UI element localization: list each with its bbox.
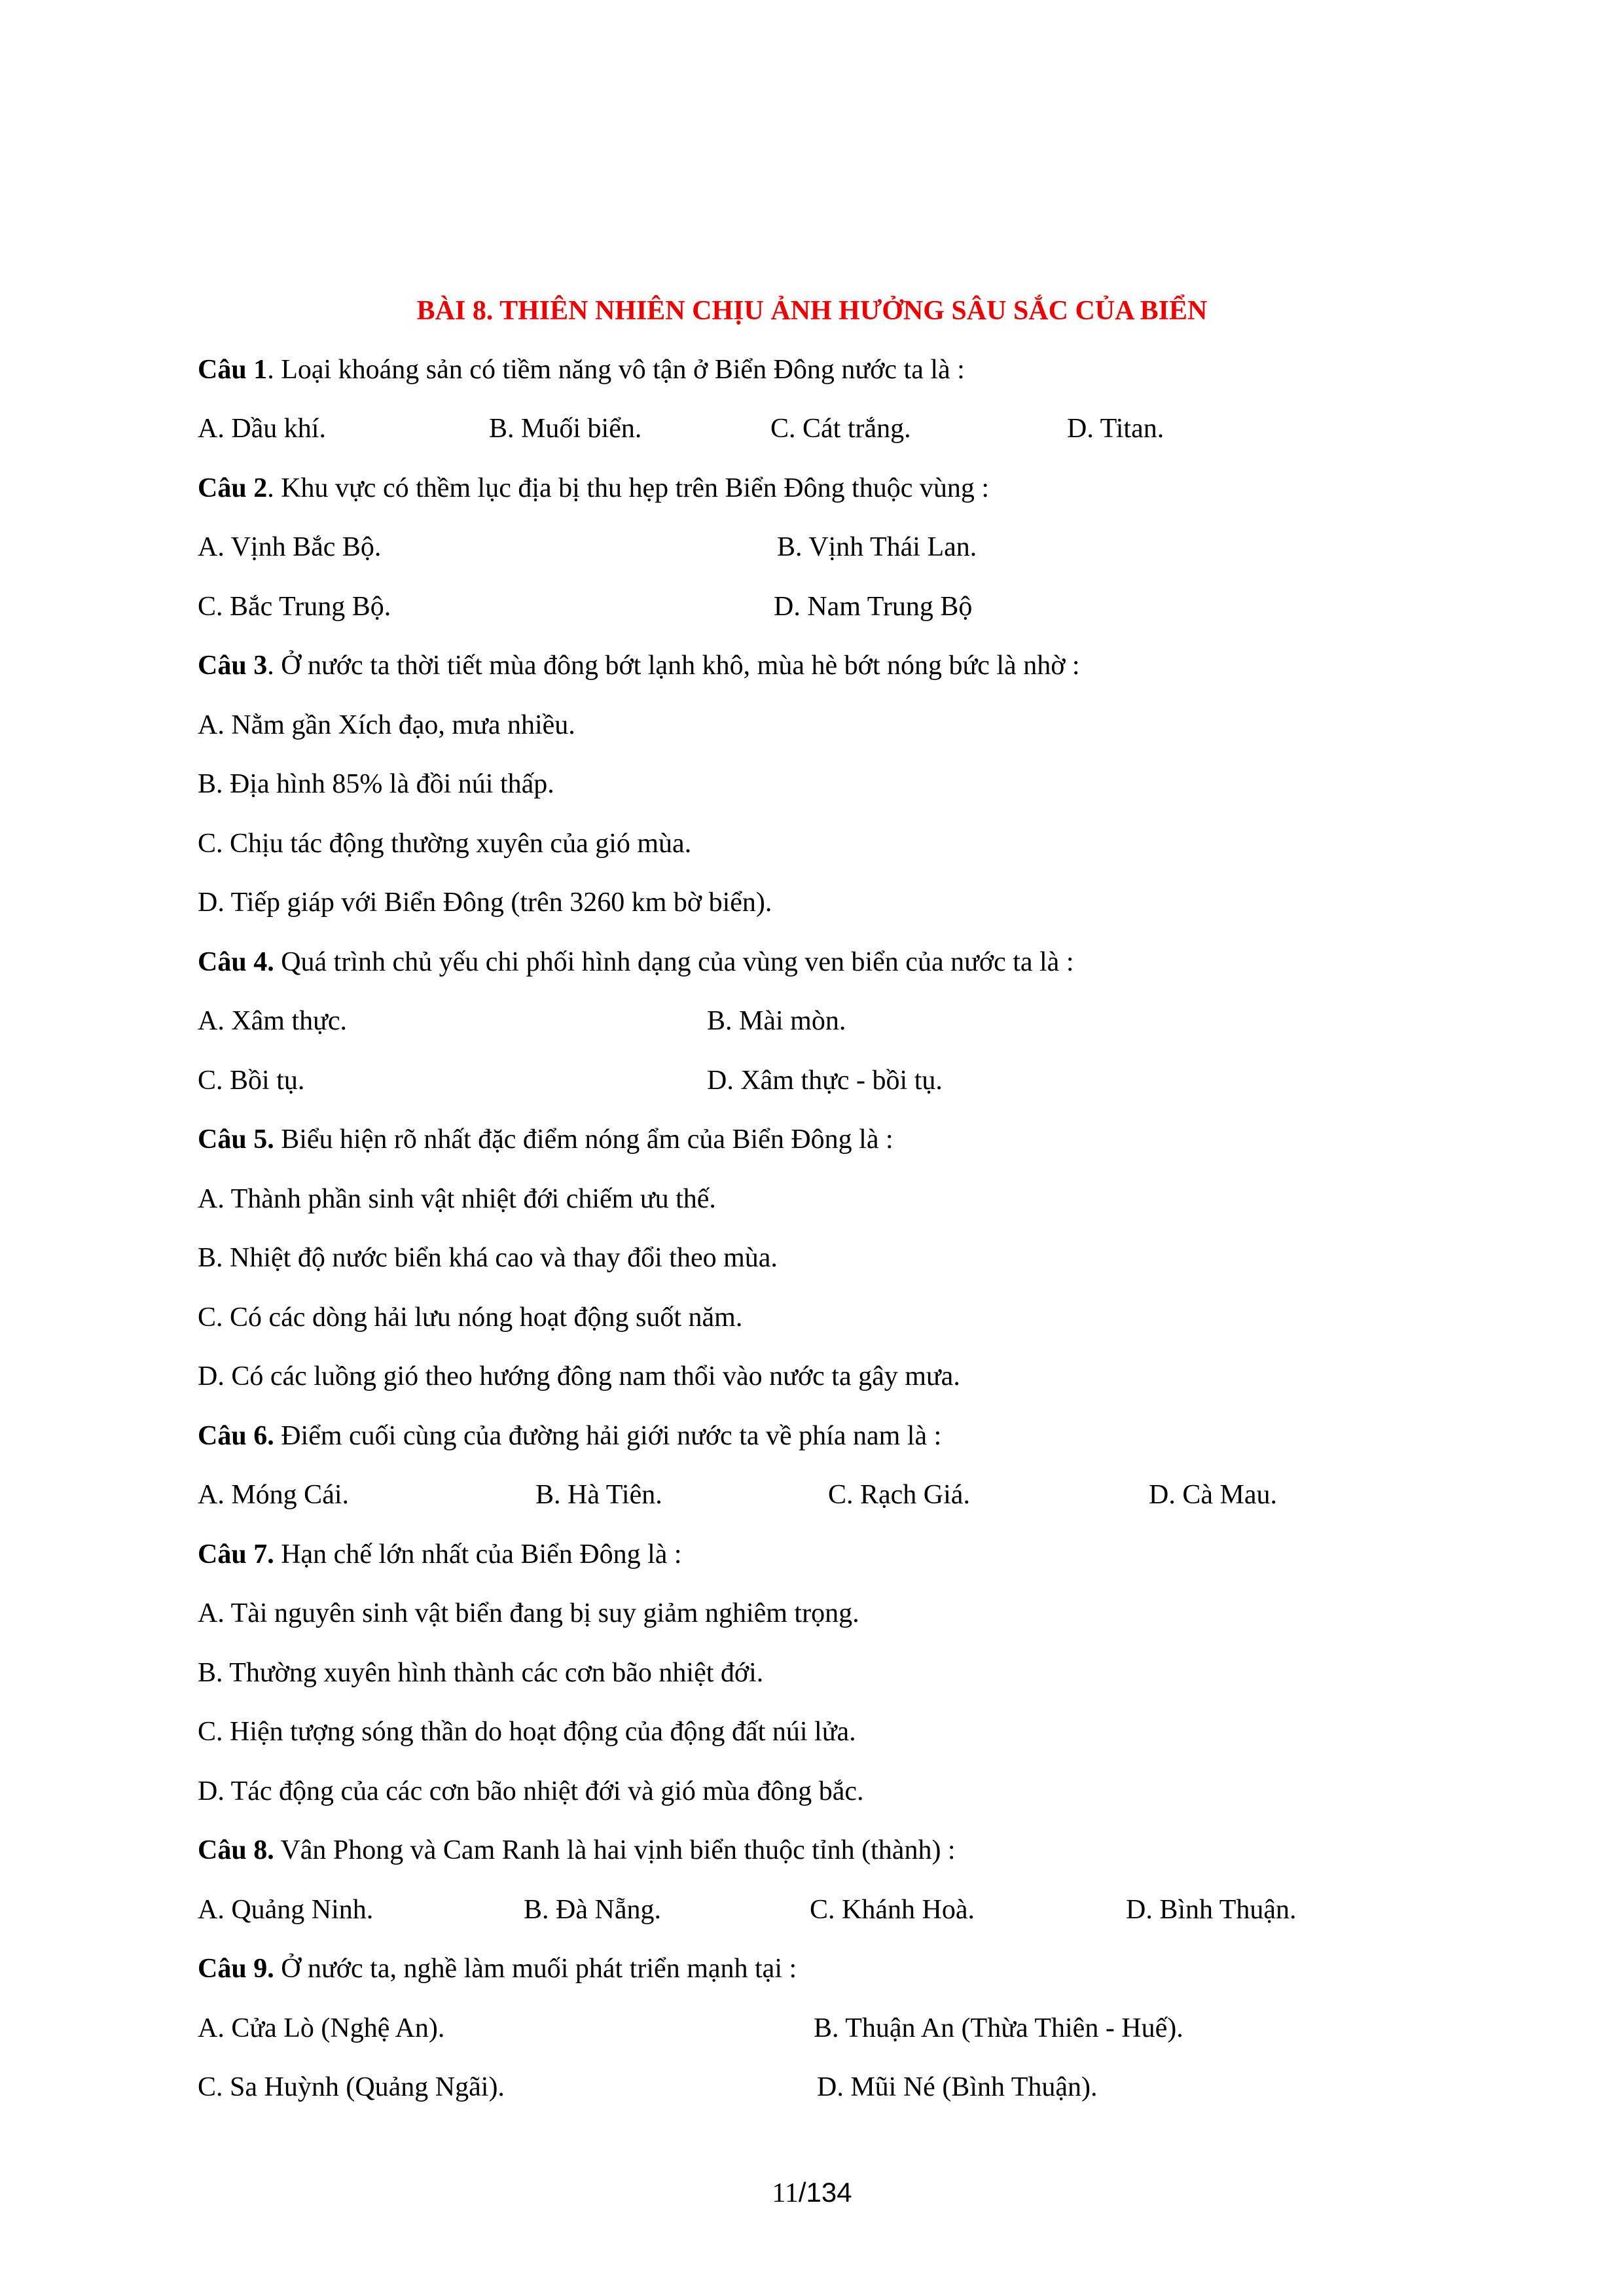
option-5d: D. Có các luồng gió theo hướng đông nam thổi vào nước ta gây mưa. xyxy=(198,1361,960,1391)
question-label: Câu 3 xyxy=(198,651,268,681)
option-9a: A. Cửa Lò (Nghệ An). xyxy=(198,2013,445,2043)
option-9c: C. Sa Huỳnh (Quảng Ngãi). xyxy=(198,2072,505,2102)
question-label: Câu 6. xyxy=(198,1421,274,1451)
option-5a: A. Thành phần sinh vật nhiệt đới chiếm ưu thế. xyxy=(198,1184,716,1214)
option-7c: C. Hiện tượng sóng thần do hoạt động của động đất núi lửa. xyxy=(198,1717,856,1747)
option-4a: A. Xâm thực. xyxy=(198,1006,348,1036)
question-label: Câu 5. xyxy=(198,1124,274,1155)
page-title: BÀI 8. THIÊN NHIÊN CHỊU ẢNH HƯỞNG SÂU SẮC CỦA BIỂN xyxy=(416,296,1208,326)
question-2 xyxy=(198,469,989,508)
option-7a: A. Tài nguyên sinh vật biển đang bị suy giảm nghiêm trọng. xyxy=(198,1598,859,1628)
option-7b: B. Thường xuyên hình thành các cơn bão nhiệt đới. xyxy=(198,1658,764,1688)
option-2a: A. Vịnh Bắc Bộ. xyxy=(198,532,382,562)
option-9b: B. Thuận An (Thừa Thiên - Huế). xyxy=(814,2013,1183,2043)
option-2c: C. Bắc Trung Bộ. xyxy=(198,592,391,622)
question-6 xyxy=(198,1416,941,1456)
option-1c: C. Cát trắng. xyxy=(770,414,911,444)
option-5c: C. Có các dòng hải lưu nóng hoạt động suốt năm. xyxy=(198,1302,743,1333)
question-label: Câu 8. xyxy=(198,1835,274,1865)
page-total: /134 xyxy=(798,2177,852,2208)
option-1d: D. Titan. xyxy=(1067,414,1164,444)
question-5 xyxy=(198,1120,893,1159)
question-label: Câu 2 xyxy=(198,473,268,503)
question-text: Ở nước ta, nghề làm muối phát triển mạnh tại : xyxy=(274,1954,797,1984)
option-4b: B. Mài mòn. xyxy=(707,1006,846,1036)
option-5b: B. Nhiệt độ nước biển khá cao và thay đổi theo mùa. xyxy=(198,1243,778,1273)
option-4c: C. Bồi tụ. xyxy=(198,1066,305,1096)
option-8c: C. Khánh Hoà. xyxy=(810,1895,975,1925)
option-2d: D. Nam Trung Bộ xyxy=(774,592,973,622)
option-6c: C. Rạch Giá. xyxy=(828,1480,970,1510)
option-1a: A. Dầu khí. xyxy=(198,414,326,444)
option-3d: D. Tiếp giáp với Biển Đông (trên 3260 km bờ biển). xyxy=(198,888,772,918)
question-4 xyxy=(198,942,1074,982)
question-text: Điểm cuối cùng của đường hải giới nước ta về phía nam là : xyxy=(274,1421,942,1451)
option-8a: A. Quảng Ninh. xyxy=(198,1895,374,1925)
option-8b: B. Đà Nẵng. xyxy=(524,1895,661,1925)
question-label: Câu 4. xyxy=(198,947,274,977)
question-3 xyxy=(198,646,1080,685)
option-4d: D. Xâm thực - bồi tụ. xyxy=(707,1066,943,1096)
option-1b: B. Muối biển. xyxy=(489,414,642,444)
question-text: . Khu vực có thềm lục địa bị thu hẹp trên Biển Đông thuộc vùng : xyxy=(267,473,990,503)
option-3b: B. Địa hình 85% là đồi núi thấp. xyxy=(198,769,554,799)
option-7d: D. Tác động của các cơn bão nhiệt đới và gió mùa đông bắc. xyxy=(198,1776,864,1806)
page-number xyxy=(0,2173,1624,2213)
question-label: Câu 1 xyxy=(198,355,268,385)
option-6b: B. Hà Tiên. xyxy=(535,1480,662,1510)
option-2b: B. Vịnh Thái Lan. xyxy=(777,532,977,562)
option-9d: D. Mũi Né (Bình Thuận). xyxy=(817,2072,1098,2102)
question-text: Quá trình chủ yếu chi phối hình dạng của vùng ven biển của nước ta là : xyxy=(274,947,1074,977)
option-3c: C. Chịu tác động thường xuyên của gió mùa. xyxy=(198,829,692,859)
question-label: Câu 9. xyxy=(198,1954,274,1984)
question-text: Hạn chế lớn nhất của Biển Đông là : xyxy=(274,1539,682,1570)
question-7 xyxy=(198,1535,682,1574)
option-6d: D. Cà Mau. xyxy=(1149,1480,1277,1510)
question-label: Câu 7. xyxy=(198,1539,274,1570)
option-8d: D. Bình Thuận. xyxy=(1126,1895,1297,1925)
question-8 xyxy=(198,1831,956,1870)
question-text: Vân Phong và Cam Ranh là hai vịnh biển thuộc tỉnh (thành) : xyxy=(274,1835,956,1865)
question-text: Biểu hiện rõ nhất đặc điểm nóng ẩm của Biển Đông là : xyxy=(274,1124,893,1155)
page-current: 11 xyxy=(772,2178,799,2208)
option-6a: A. Móng Cái. xyxy=(198,1480,349,1510)
question-text: . Ở nước ta thời tiết mùa đông bớt lạnh khô, mùa hè bớt nóng bức là nhờ : xyxy=(267,651,1080,681)
question-1 xyxy=(198,350,965,389)
question-9 xyxy=(198,1949,797,1988)
option-3a: A. Nằm gần Xích đạo, mưa nhiều. xyxy=(198,710,575,740)
question-text: . Loại khoáng sản có tiềm năng vô tận ở Biển Đông nước ta là : xyxy=(267,355,965,385)
